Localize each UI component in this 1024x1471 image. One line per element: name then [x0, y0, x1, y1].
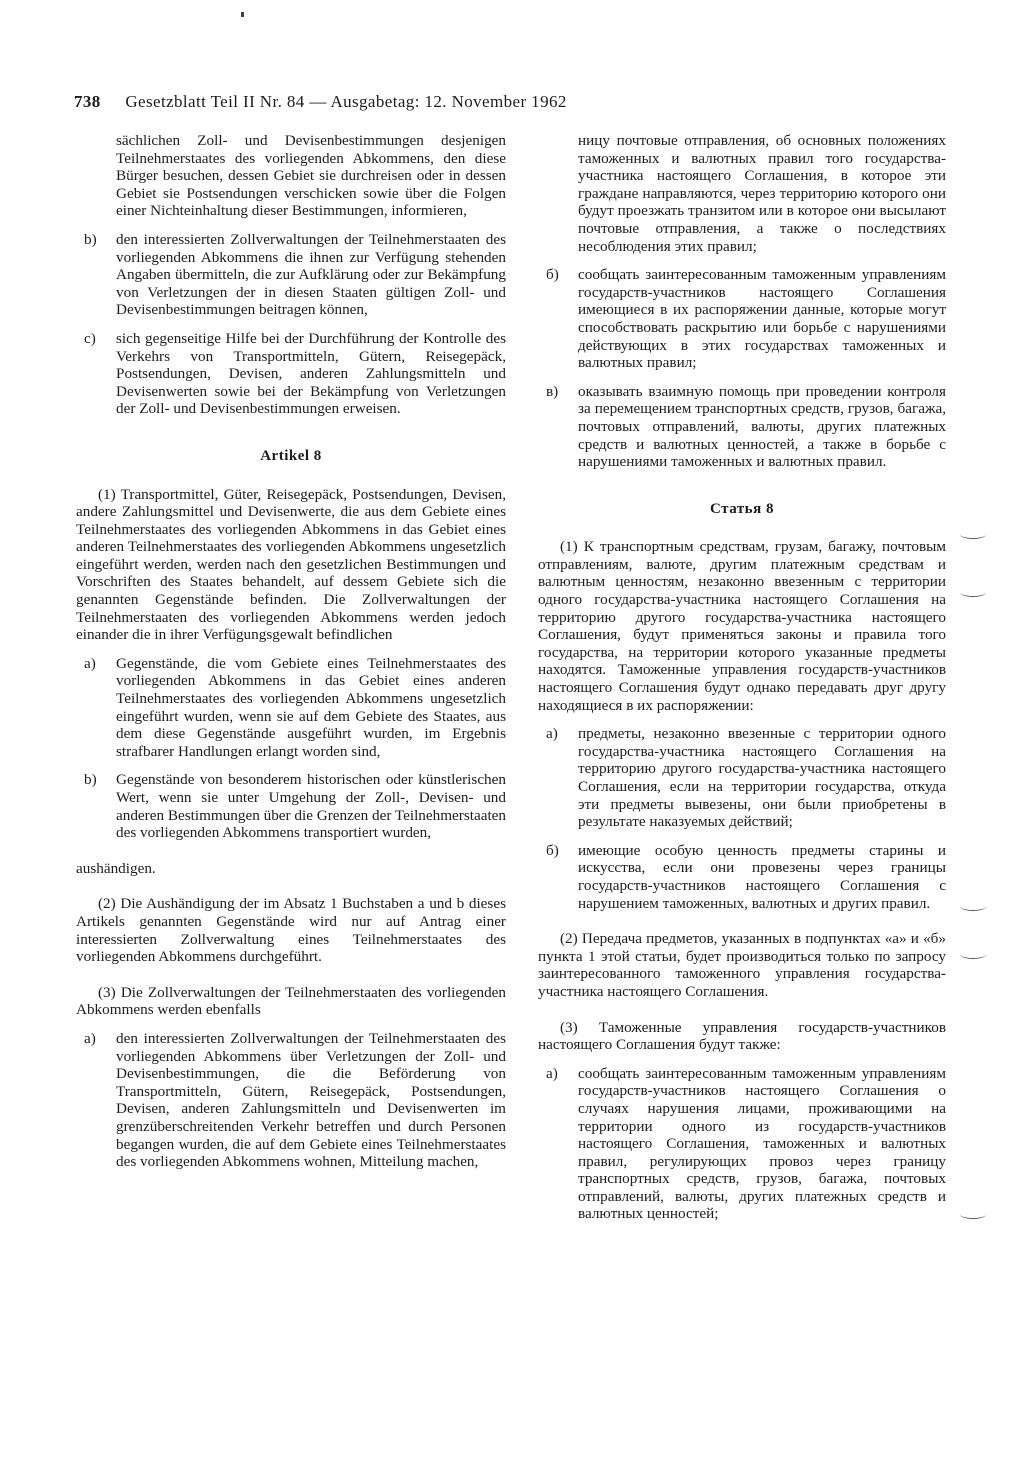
- page-header: [74, 92, 764, 112]
- margin-mark: [960, 902, 986, 911]
- de-paragraph-1: (1) Transportmittel, Güter, Reisegepäck, Postsendungen, Devisen, andere Zahlungsmittel und Devisenwerte, die aus dem Gebiete eines Teilnehmerstaates des vorliegenden Abkommens in das Gebiet eines anderen Teilnehmerstaates des vorliegenden Abkommens ungesetzlich eingeführt werden, werden nach den gesetzlichen Bestimmungen und Vorschriften des Staates behandelt, auf dessem Gebiete sich die genannten Gegenstände befinden. Die Zollverwaltungen der Teilnehmerstaaten des vorliegenden Abkommens werden jedoch einander die in ihrer Verfügungsgewalt befindlichen: [76, 485, 506, 644]
- de-paragraph-3: (3) Die Zollverwaltungen der Teilnehmerstaaten des vorliegenden Abkommens werden ebenfalls: [76, 983, 506, 1019]
- item-label: b): [84, 230, 97, 248]
- de-art8-item-b: [76, 771, 506, 841]
- item-label: a): [84, 654, 96, 672]
- ru-intro-continuation: ницу почтовые отправления, об основных положениях таможенных и валютных правил того государства-участника настоящего Соглашения, в которое эти граждане направляются, через территорию которого они будут проезжать транзитом или в которое они высылают почтовые отправления, а также о последствиях несоблюдения этих правил;: [578, 132, 946, 255]
- speck-mark: [241, 12, 244, 17]
- item-text: den interessierten Zollverwaltungen der Teilnehmerstaaten des vorliegenden Abkommens über Verletzungen der Zoll- und Devisenbestimmungen, die die Beförderung von Transportmitteln, Gütern, Reisegepäck, Postsendungen, Devisen, anderen Zahlungsmitteln und Devisenwerten im grenzüberschreitenden Verkehr betreffen und durch Personen begangen wurden, die auf dem Gebiete eines Teilnehmerstaates des vorliegenden Abkommens wohnen, Mitteilung machen,: [116, 1029, 506, 1171]
- item-text: сообщать заинтересованным таможенным управлениям государств-участников настоящего Соглашения о случаях нарушения лицами, проживающими на территории одного из государств-участников настоящего Соглашения, таможенных и валютных правил, регулирующих провоз через границу транспортных средств, грузов, багажа, почтовых отправлений, валюты, других платежных средств и валютных ценностей;: [578, 1064, 946, 1223]
- ru-item-b: [538, 266, 946, 372]
- item-label: б): [546, 266, 559, 284]
- de-aushaendigen: aushändigen.: [76, 859, 156, 877]
- item-text: имеющие особую ценность предметы старины и искусства, если они провезены через границы государств-участников настоящего Соглашения с нарушением таможенных, валютных и других правил.: [578, 841, 946, 912]
- header-title: Gesetzblatt Teil II Nr. 84 — Ausgabetag: 12. November 1962: [125, 92, 567, 111]
- de-intro-continuation: sächlichen Zoll- und Devisenbestimmungen desjenigen Teilnehmerstaates des vorliegenden Abkommens, den diese Bürger besuchen, dessen Gebiet sie durchreisen oder in dessen Gebiet sie Postsendungen verschicken sowie über die Folgen einer Nichteinhaltung dieser Bestimmungen, informieren,: [116, 132, 506, 220]
- de-item-b: [76, 231, 506, 319]
- margin-mark: [960, 530, 986, 539]
- de-article-title: Artikel 8: [260, 447, 322, 464]
- de-item-c: [76, 330, 506, 418]
- ru-paragraph-2: (2) Передача предметов, указанных в подпунктах «а» и «б» пункта 1 этой статьи, будет производиться только по запросу заинтересованного таможенного управления государства-участника настоящего Соглашения.: [538, 930, 946, 1000]
- item-label: а): [546, 1064, 558, 1082]
- de-paragraph-2: (2) Die Aushändigung der im Absatz 1 Buchstaben a und b dieses Artikels genannten Gegenstände wird nur auf Antrag einer interessierten Zollverwaltung eines Teilnehmerstaates des vorliegenden Abkommens durchgeführt.: [76, 895, 506, 966]
- margin-mark: [960, 1210, 986, 1219]
- item-text: Gegenstände von besonderem historischen oder künstlerischen Wert, wenn sie unter Umgehung der Zoll-, Devisen- und anderen Bestimmungen über die Grenzen der Teilnehmerstaaten des vorliegenden Abkommens transportiert wurden,: [116, 771, 507, 842]
- item-label: c): [84, 329, 96, 347]
- item-label: б): [546, 841, 559, 859]
- item-label: а): [546, 725, 558, 743]
- margin-mark: [960, 588, 986, 597]
- de-art8-3-item-a: [76, 1030, 506, 1171]
- page-number: 738: [74, 92, 101, 111]
- russian-column: [538, 132, 946, 1223]
- item-text: предметы, незаконно ввезенные с территории одного государства-участника настоящего Соглашения на территорию другого государства-участника настоящего Соглашения, если на территории государства, откуда эти предметы вывезены, они были приобретены в результате наказуемых действий;: [578, 725, 946, 831]
- item-text: Gegenstände, die vom Gebiete eines Teilnehmerstaates des vorliegenden Abkommens in das Gebiet eines anderen Teilnehmerstaates des vorliegenden Abkommens ungesetzlich eingeführt wurden, wenn sie auf dem Gebiete des Staates, aus dem diese Gegenstände ausgeführt wurden, im Ergebnis strafbarer Handlungen erlangt worden sind,: [116, 654, 506, 760]
- item-text: оказывать взаимную помощь при проведении контроля за перемещением транспортных средств, грузов, багажа, почтовых отправлений, валюты, других платежных средств и валютных ценностей, а также в борьбе с нарушениями таможенных и валютных правил.: [578, 382, 946, 471]
- ru-item-v: [538, 383, 946, 471]
- item-label: b): [84, 771, 97, 789]
- item-label: a): [84, 1029, 96, 1047]
- ru-paragraph-3: (3) Таможенные управления государств-участников настоящего Соглашения будут также:: [538, 1018, 946, 1054]
- german-column: [76, 132, 506, 1171]
- item-text: sich gegenseitige Hilfe bei der Durchführung der Kontrolle des Verkehrs von Transportmitteln, Gütern, Reisegepäck, Postsendungen, Devisen, anderen Zahlungsmitteln und Devisenwerten sowie bei der Bekämpfung von Verletzungen der Zoll- und Devisenbestimmungen erweisen.: [116, 329, 506, 418]
- item-text: den interessierten Zollverwaltungen der Teilnehmerstaaten des vorliegenden Abkommens die ihnen zur Verfügung stehenden Angaben übermitteln, die zur Aufklärung oder zur Bekämpfung von Verletzungen der in diesen Staaten gültigen Zoll- und Devisenbestimmungen beitragen können,: [116, 230, 506, 319]
- ru-art8-item-b: [538, 842, 946, 912]
- ru-art8-3-item-a: [538, 1065, 946, 1223]
- ru-art8-item-a: [538, 725, 946, 831]
- margin-mark: [960, 950, 986, 959]
- item-label: в): [546, 382, 559, 400]
- item-text: сообщать заинтересованным таможенным управлениям государств-участников настоящего Соглашения имеющиеся в их распоряжении данные, которые могут способствовать раскрытию или борьбе с нарушениями действующих в этих государствах таможенных и валютных правил;: [578, 266, 946, 372]
- ru-article-title: Статья 8: [710, 500, 774, 517]
- de-art8-item-a: [76, 655, 506, 761]
- ru-paragraph-1: (1) К транспортным средствам, грузам, багажу, почтовым отправлениям, валюте, другим платежным средствам и валютным ценностям, незаконно ввезенным с территории одного государства-участника настоящего Соглашения на территорию другого государства-участника настоящего Соглашения, будут применяться законы и правила того государства, на территории которого указанные предметы находятся. Таможенные управления государств-участников настоящего Соглашения будут однако передавать друг другу находящиеся в их распоряжении:: [538, 538, 946, 714]
